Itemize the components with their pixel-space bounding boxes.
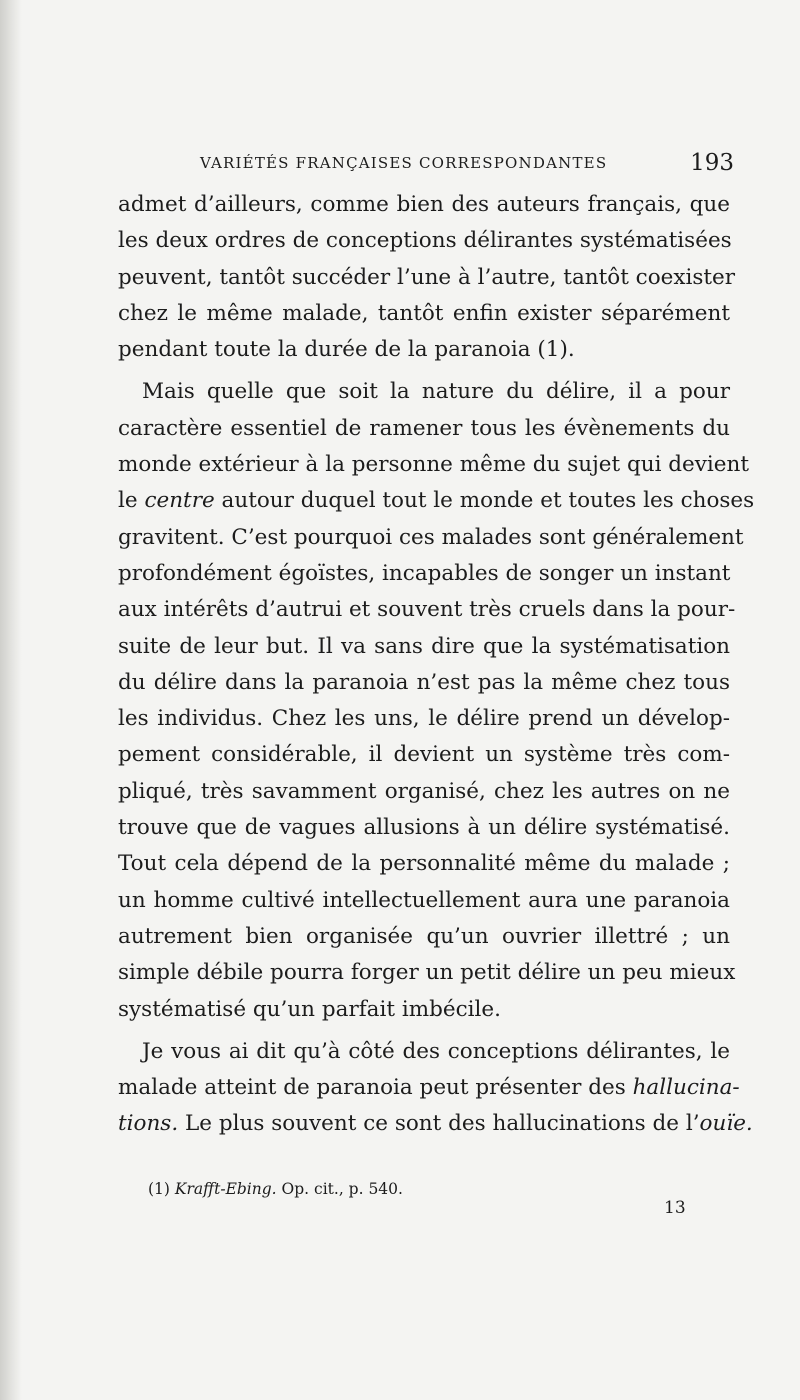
text-segment: le <box>118 488 145 514</box>
emphasis-ouie: ouïe. <box>699 1111 753 1137</box>
text-line: pliqué, très savamment organisé, chez les autres on ne <box>118 778 730 804</box>
text-line-with-emphasis <box>118 1106 753 1142</box>
text-line: systématisé qu’un parfait imbécile. <box>118 996 501 1022</box>
running-title: VARIÉTÉS FRANÇAISES CORRESPONDANTES <box>200 154 608 172</box>
text-line: pement considérable, il devient un système très com- <box>118 742 730 768</box>
text-line: chez le même malade, tantôt enfin exister séparément <box>118 300 730 326</box>
footnote <box>148 1180 403 1198</box>
footnote-marker: (1) <box>148 1180 175 1198</box>
text-line: Mais quelle que soit la nature du délire, il a pour <box>142 379 730 405</box>
emphasis-tions: tions. <box>118 1111 179 1137</box>
text-line: monde extérieur à la personne même du sujet qui devient <box>118 452 750 478</box>
text-line: pendant toute la durée de la paranoia (1). <box>118 337 575 363</box>
text-line: suite de leur but. Il va sans dire que la systématisation <box>118 633 730 659</box>
text-line: autrement bien organisée qu’un ouvrier illettré ; un <box>118 923 730 949</box>
text-line: admet d’ailleurs, comme bien des auteurs français, que <box>118 192 730 217</box>
page-number: 193 <box>690 150 734 176</box>
text-segment: malade atteint de paranoia peut présenter des <box>118 1075 633 1101</box>
text-line-with-emphasis <box>118 1070 740 1106</box>
page-header <box>200 150 740 184</box>
text-line-with-emphasis <box>118 483 755 519</box>
text-line: peuvent, tantôt succéder l’une à l’autre, tantôt coexister <box>118 264 736 290</box>
text-line: gravitent. C’est pourquoi ces malades sont généralement <box>118 524 744 550</box>
emphasis-centre: centre <box>144 488 215 514</box>
text-segment: autour duquel tout le monde et toutes les choses <box>214 488 755 514</box>
text-line: simple débile pourra forger un petit délire un peu mieux <box>118 960 736 986</box>
binding-gutter <box>0 0 22 1400</box>
emphasis-hallucinations: hallucina- <box>632 1075 740 1101</box>
text-line: du délire dans la paranoia n’est pas la même chez tous <box>118 669 730 695</box>
text-line: les deux ordres de conceptions délirantes systématisées <box>118 228 732 254</box>
text-segment: Le plus souvent ce sont des hallucinations de l’ <box>178 1111 700 1137</box>
text-line: caractère essentiel de ramener tous les évènements du <box>118 415 730 441</box>
footnote-author: Krafft-Ebing. <box>174 1180 277 1198</box>
footnote-reference: Op. cit., p. 540. <box>276 1180 403 1198</box>
body-text <box>118 187 755 1143</box>
text-line: trouve que de vagues allusions à un délire systématisé. <box>118 815 730 841</box>
signature-mark: 13 <box>664 1198 686 1218</box>
text-line: profondément égoïstes, incapables de songer un instant <box>118 560 731 586</box>
text-line: Tout cela dépend de la personnalité même du malade ; <box>118 851 730 877</box>
text-line: un homme cultivé intellectuellement aura une paranoia <box>118 887 730 913</box>
text-line: aux intérêts d’autrui et souvent très cruels dans la pour- <box>118 597 736 623</box>
text-line: Je vous ai dit qu’à côté des conceptions délirantes, le <box>142 1038 730 1064</box>
text-line: les individus. Chez les uns, le délire prend un dévelop- <box>118 706 730 732</box>
